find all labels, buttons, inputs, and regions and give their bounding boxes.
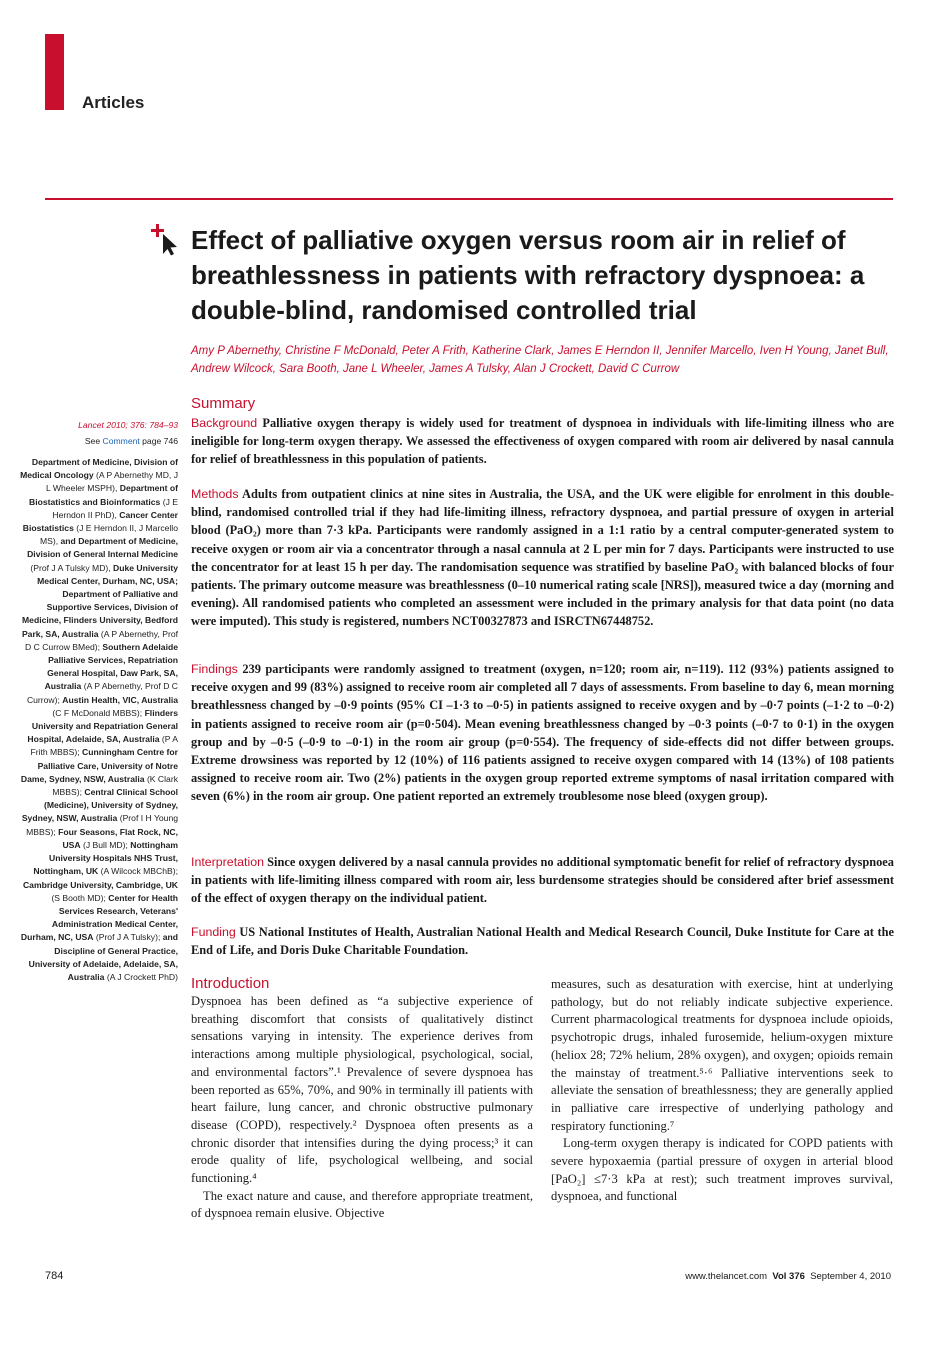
footer-site[interactable]: www.thelancet.com [685, 1271, 768, 1282]
affiliation-authors: (P A Frith MBBS); [30, 734, 178, 758]
author-list: Amy P Abernethy, Christine F McDonald, Peter A Frith, Katherine Clark, James E Herndon II, Jennifer Marcello, Iven H Young, Janet Bull, Andrew Wilcock, Sara Booth, Jane L Wheeler, James A Tulsky, Alan J Crockett, David C Currow [191, 345, 889, 375]
affiliation-institution: Austin Health, VIC, Australia [62, 694, 178, 705]
affiliation-institution: Nottingham University Hospitals NHS Trust, Nottingham, UK [33, 839, 178, 877]
abstract-background [191, 414, 894, 469]
interpretation-label: Interpretation [191, 855, 265, 869]
affiliation-authors: (A P Abernethy, Prof D C Currow BMed); [25, 628, 178, 652]
funding-label: Funding [191, 925, 236, 939]
affiliation-institution: Southern Adelaide Palliative Services, Repatriation General Hospital, Daw Park, SA, Australia [44, 641, 178, 692]
see-comment [20, 435, 178, 448]
affiliation-authors: (Prof I H Young MBBS); [26, 813, 178, 837]
crossmark-icon[interactable] [150, 222, 180, 256]
affiliation-institution: Department of Medicine, Division of Medical Oncology [20, 457, 178, 481]
affiliation-institution: Duke University Medical Center, Durham, NC, USA; Department of Palliative and Supportive Services, Division of Medicine, Flinders University, Bedford Park, SA, Australia [21, 562, 178, 639]
affiliation-institution: Cancer Center Biostatistics [22, 509, 178, 534]
comment-link[interactable]: Comment [102, 436, 140, 446]
citation [20, 419, 178, 432]
affiliation-authors: (A Wilcock MBChB); [98, 866, 178, 877]
affiliations [20, 456, 178, 984]
affiliation-authors: (J Bull MD); [80, 839, 131, 850]
intro-paragraph-4: Long-term oxygen therapy is indicated for COPD patients with severe hypoxaemia (partial pressure of oxygen in arterial blood [PaO₂] ≤7·3 kPa at rest); such treatment improves survival, dyspnoea, and functional [551, 1136, 893, 1204]
affiliation-institution: Central Clinical School (Medicine), University of Sydney, Sydney, NSW, Australia [21, 787, 178, 824]
methods-label: Methods [191, 487, 239, 501]
affiliation-authors: (A P Abernethy MD, J L Wheeler MSPH), [46, 470, 178, 494]
intro-paragraph-3: measures, such as desaturation with exercise, hint at underlying pathology, but do not reliably indicate subjective experience. Current pharmacological treatments for dyspnoea include opioids, psychotropic drugs, inhaled furosemide, helium-oxygen mixture (heliox 28; 72% helium, 28% oxygen), and oxygen; opioids remain the mainstay of treatment.⁵·⁶ Palliative interventions seek to alleviate the sensation of breathlessness; they are generally applied in palliative care irrespective of underlying pathology and respiratory functioning.⁷ [551, 977, 893, 1133]
section-marker-bar [45, 34, 64, 110]
affiliation-authors: (K Clark MBBS); [52, 773, 178, 798]
footer-volume: Vol 376 [772, 1271, 805, 1282]
findings-label: Findings [191, 662, 238, 676]
affiliation-authors: (Prof J A Tulsky); [93, 932, 163, 943]
affiliation-authors: (Prof J A Tulsky MD), [30, 562, 114, 573]
abstract-findings [191, 660, 894, 806]
affiliation-authors: (A P Abernethy, Prof D C Currow); [26, 681, 178, 705]
article-title: Effect of palliative oxygen versus room air in relief of breathlessness in patients with refractory dyspnoea: a double-blind, randomised controlled trial [191, 225, 865, 325]
body-column-left [191, 993, 533, 1223]
summary-heading: Summary [191, 395, 256, 412]
affiliation-institution: Flinders University and Repatriation General Hospital, Adelaide, SA, Australia [27, 707, 178, 745]
affiliation-authors: (S Booth MD); [51, 892, 109, 903]
footer-date: September 4, 2010 [810, 1271, 891, 1282]
affiliation-authors: (J E Herndon II, J Marcello MS), [40, 523, 178, 547]
methods-text: Adults from outpatient clinics at nine sites in Australia, the USA, and the UK were eligible for enrolment in this double-blind, randomised controlled trial if they had life-limiting illness, refractory dyspnoea, and partial pressure of oxygen in arterial blood (PaO₂) more than 7·3 kPa. Participants were randomly assigned in a 1:1 ratio by a central computer-generated system to receive oxygen or room air via a concentrator through a nasal cannula at 2 L per min for 7 days. Participants were instructed to use the concentrator for at least 15 h per day. The randomisation sequence was stratified by baseline PaO₂ with balanced blocks of four patients. The primary outcome measure was breathlessness (0–10 numerical rating scale [NRS]), measured twice a day (morning and evening). All randomised patients who completed an assessment were included in the primary analysis for that data point (no data were imputed). This study is registered, numbers NCT00327873 and ISRCTN67448752. [191, 487, 894, 629]
intro-paragraph-1: Dyspnoea has been defined as “a subjective experience of breathing discomfort that consists of qualitatively distinct sensations varying in intensity. The experience derives from interactions among multiple physiological, psychological, social, and environmental factors”.¹ Prevalence of severe dyspnoea has been reported as 65%, 70%, and 90% in terminally ill patients with heart failure, lung cancer, and chronic obstructive pulmonary disease (COPD), respectively.² Dyspnoea often presents as a chronic disorder that intensifies during the dying process;³ it can erode quality of life, psychological wellbeing, and social functioning.⁴ [191, 994, 533, 1186]
abstract-interpretation [191, 853, 894, 908]
findings-text: 239 participants were randomly assigned to treatment (oxygen, n=120; room air, n=119). 112 (93%) patients assigned to receive oxygen and 99 (83%) assigned to receive room air completed all 7 days of assessments. From baseline to day 6, mean morning breathlessness changed by –0·9 points (95% CI –1·3 to –0·5) in patients assigned to receive oxygen and by –0·7 points (–1·2 to –0·2) in patients assigned to receive room air (p=0·504). Mean evening breathlessness changed by –0·3 points (–0·7 to 0·1) in the oxygen group and by –0·5 (–0·9 to –0·1) in the room air group (p=0·554). The frequency of side-effects did not differ between groups. Extreme drowsiness was reported by 12 (10%) of 116 patients assigned to receive oxygen compared with 14 (13%) of 108 patients assigned to receive room air. Two (2%) patients in the oxygen group reported extreme symptoms of nasal irritation compared with seven (6%) in the room air group. One patient reported an extremely troublesome nose bleed (oxygen group). [191, 662, 894, 804]
header-rule [45, 198, 893, 200]
body-column-right [551, 976, 893, 1206]
interpretation-text: Since oxygen delivered by a nasal cannula provides no additional symptomatic benefit for relief of refractory dyspnoea in patients with life-limiting illness compared with room air, less burdensome strategies should be considered after brief assessment of the effect of oxygen therapy on the individual patient. [191, 855, 894, 906]
affiliation-institution: Center for Health Services Research, Veterans' Administration Medical Center, Durham, NC, USA [20, 892, 178, 943]
background-text: Palliative oxygen therapy is widely used for treatment of dyspnoea in individuals with life-limiting illness who are ineligible for long-term oxygen therapy. We assessed the effectiveness of oxygen compared with room air delivered by nasal cannula for relief of breathlessness in this population of patients. [191, 416, 894, 467]
see-suffix: page 746 [139, 436, 178, 446]
abstract-funding [191, 923, 894, 959]
page-number: 784 [45, 1270, 64, 1282]
affiliation-institution: Department of Biostatistics and Bioinformatics [29, 483, 178, 507]
citation-text: Lancet 2010; 376: 784–93 [78, 420, 178, 430]
see-prefix: See [84, 436, 103, 446]
abstract-methods [191, 485, 894, 631]
affiliation-institution: and Discipline of General Practice, University of Adelaide, Adelaide, SA, Australia [28, 932, 178, 982]
affiliation-institution: and Department of Medicine, Division of General Internal Medicine [27, 536, 178, 560]
affiliation-authors: (A J Crockett PhD) [104, 971, 178, 982]
affiliation-authors: (C F McDonald MBBS); [52, 707, 145, 718]
affiliation-institution: Cambridge University, Cambridge, UK [22, 879, 178, 890]
funding-text: US National Institutes of Health, Australian National Health and Medical Research Council, Duke Institute for Care at the End of Life, and Doris Duke Charitable Foundation. [191, 925, 894, 958]
background-label: Background [191, 416, 258, 430]
affiliation-authors: (J E Herndon II PhD), [52, 496, 178, 520]
intro-paragraph-2: The exact nature and cause, and therefore appropriate treatment, of dyspnoea remain elusive. Objective [191, 1188, 533, 1221]
introduction-heading: Introduction [191, 975, 270, 992]
section-label: Articles [82, 93, 145, 112]
affiliation-institution: Cunningham Centre for Palliative Care, University of Notre Dame, Sydney, NSW, Australia [20, 747, 178, 784]
footer-journal-info [685, 1271, 891, 1282]
affiliation-institution: Four Seasons, Flat Rock, NC, USA [58, 826, 178, 850]
